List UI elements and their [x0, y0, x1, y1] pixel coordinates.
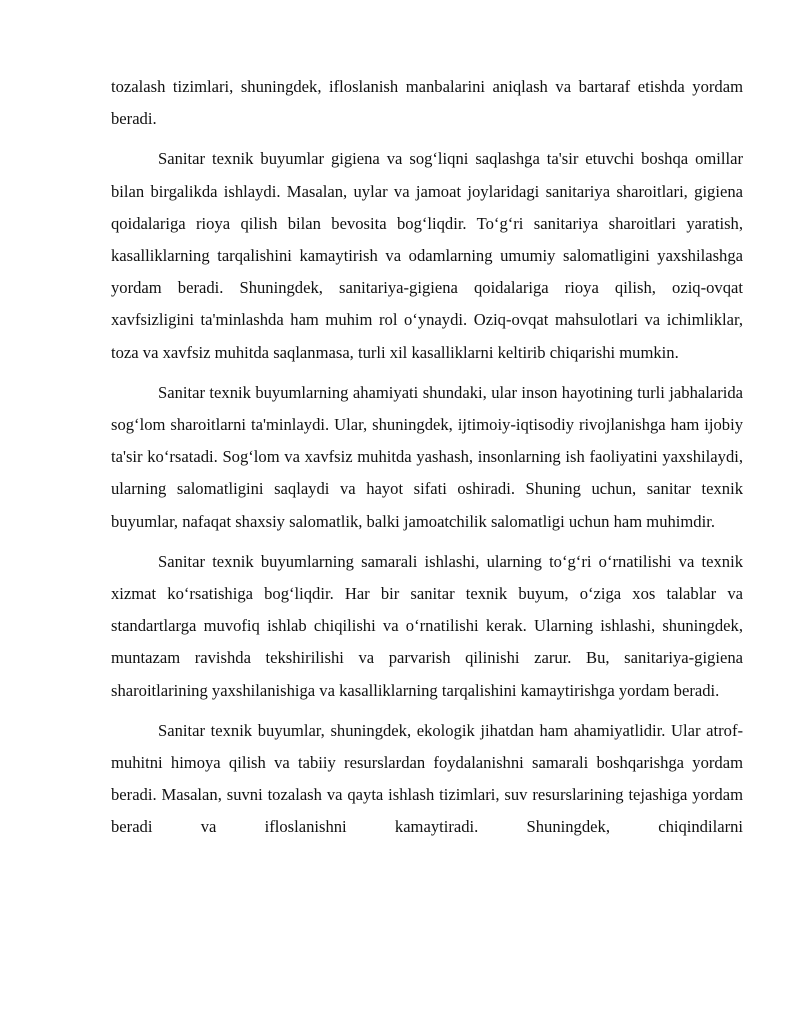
paragraph: Sanitar texnik buyumlarning ahamiyati shundaki, ular inson hayotining turli jabhalarida sog‘lom sharoitlarni ta'minlaydi. Ular, shuningdek, ijtimoiy-iqtisodiy rivojlanishga ham ijobiy ta'sir ko‘rsatadi. Sog‘lom va xavfsiz muhitda yashash, insonlarning ish faoliyatini yaxshilaydi, ularning salomatligini saqlaydi va hayot sifati oshiradi. Shuning uchun, sanitar texnik buyumlar, nafaqat shaxsiy salomatlik, balki jamoatchilik salomatligi uchun ham muhimdir. — [111, 382, 743, 531]
paragraph-cut-off: Sanitar texnik buyumlar, shuningdek, ekologik jihatdan ham ahamiyatlidir. Ular atrof-muhitni himoya qilish va tabiiy resurslardan foydalanishni samarali boshqarishga yordam beradi. Masalan, suvni tozalash va qayta ishlash tizimlari, suv resurslarining tejashiga yordam beradi va ifloslanishni kamaytiradi. Shuningdek, chiqindilarni — [111, 720, 743, 837]
paragraph: Sanitar texnik buyumlar gigiena va sog‘liqni saqlashga ta'sir etuvchi boshqa omillar bilan birgalikda ishlaydi. Masalan, uylar va jamoat joylaridagi sanitariya sharoitlari, gigiena qoidalariga rioya qilish bilan bevosita bog‘liqdir. To‘g‘ri sanitariya sharoitlari yaratish, kasalliklarning tarqalishini kamaytirish va odamlarning umumiy salomatligini yaxshilashga yordam beradi. Shuningdek, sanitariya-gigiena qoidalariga rioya qilish, oziq-ovqat xavfsizligini ta'minlashda ham muhim rol o‘ynaydi. Oziq-ovqat mahsulotlari va ichimliklar, toza va xavfsiz muhitda saqlanmasa, turli xil kasalliklarni keltirib chiqarishi mumkin. — [111, 149, 743, 362]
paragraph: Sanitar texnik buyumlarning samarali ishlashi, ularning to‘g‘ri o‘rnatilishi va texnik xizmat ko‘rsatishiga bog‘liqdir. Har bir sanitar texnik buyum, o‘ziga xos talablar va standartlarga muvofiq ishlab chiqilishi va o‘rnatilishi kerak. Ularning ishlashi, shuningdek, muntazam ravishda tekshirilishi va parvarish qilinishi zarur. Bu, sanitariya-gigiena sharoitlarining yaxshilanishiga va kasalliklarning tarqalishini kamaytirishga yordam beradi. — [111, 551, 743, 700]
body-text — [111, 71, 743, 852]
paragraph-continued: tozalash tizimlari, shuningdek, ifloslanish manbalarini aniqlash va bartaraf etishda yordam beradi. — [111, 77, 743, 129]
